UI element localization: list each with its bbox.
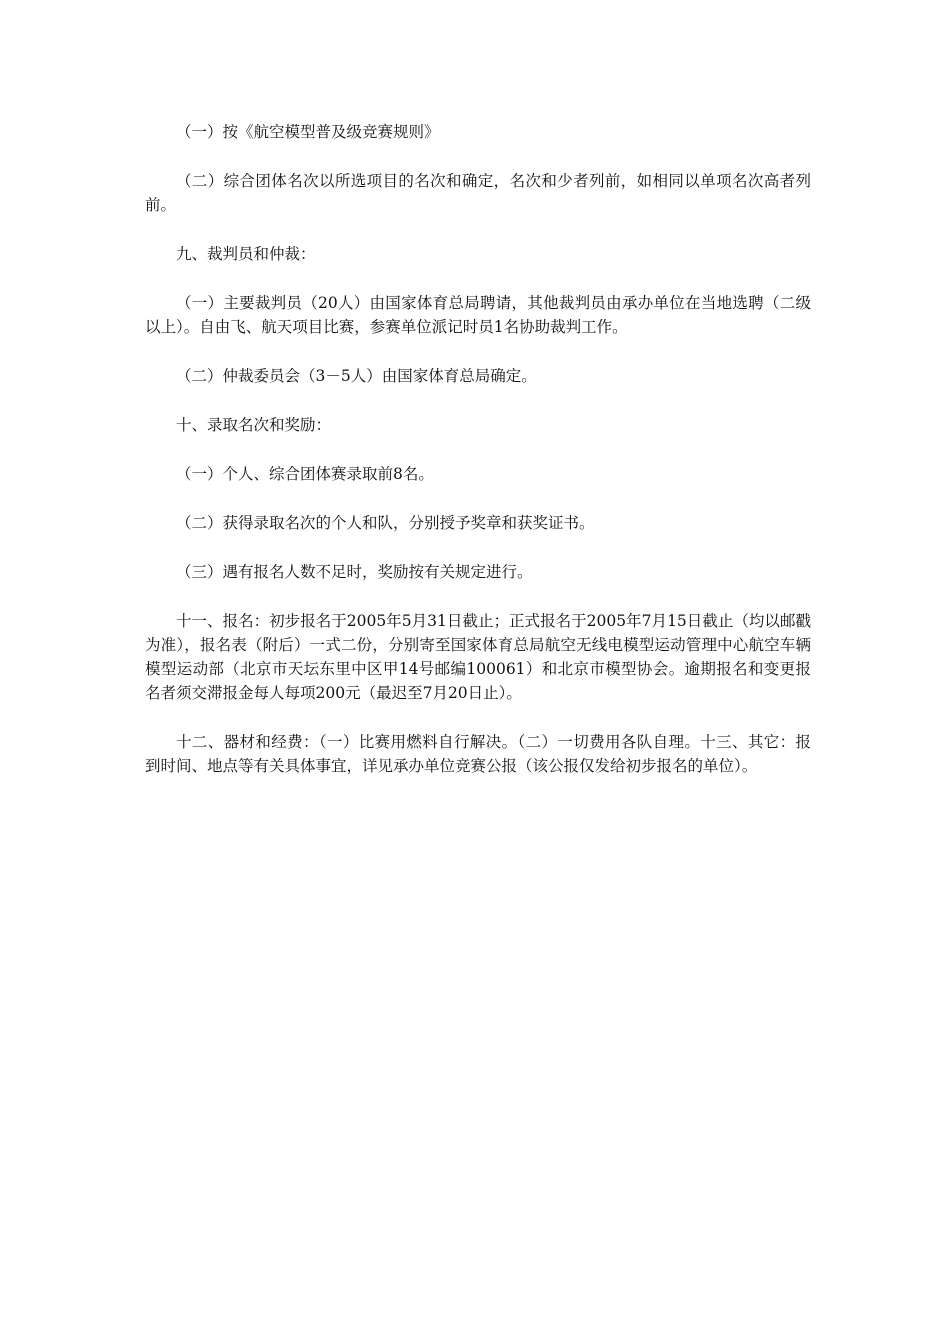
document-body (145, 120, 811, 803)
section-heading-judges: 九、裁判员和仲裁： (176, 245, 316, 263)
paragraph-equipment-other: 十二、器材和经费：（一）比赛用燃料自行解决。（二）一切费用各队自理。十三、其它：报到时间、地点等有关具体事宜，详见承办单位竞赛公报（该公报仅发给初步报名的单位）。 (145, 733, 811, 775)
section-heading-awards: 十、录取名次和奖励： (176, 416, 332, 434)
paragraph-arbitration: （二）仲裁委员会（3－5人）由国家体育总局确定。 (176, 367, 537, 385)
paragraph-main-judges: （一）主要裁判员（20人）由国家体育总局聘请，其他裁判员由承办单位在当地选聘（二级以上）。自由飞、航天项目比赛，参赛单位派记时员1名协助裁判工作。 (145, 294, 811, 336)
paragraph-rules-reference: （一）按《航空模型普及级竞赛规则》 (176, 123, 440, 141)
paragraph-insufficient-entries: （三）遇有报名人数不足时，奖励按有关规定进行。 (176, 563, 533, 581)
paragraph-registration: 十一、报名：初步报名于2005年5月31日截止；正式报名于2005年7月15日截止（均以邮戳为准），报名表（附后）一式二份，分别寄至国家体育总局航空无线电模型运动管理中心航空车辆模型运动部（北京市天坛东里中区甲14号邮编100061）和北京市模型协会。逾期报名和变更报名者须交滞报金每人每项200元（最迟至7月20日止）。 (145, 612, 811, 702)
paragraph-team-ranking: （二）综合团体名次以所选项目的名次和确定，名次和少者列前，如相同以单项名次高者列前。 (145, 172, 811, 214)
paragraph-top-eight: （一）个人、综合团体赛录取前8名。 (176, 465, 434, 483)
paragraph-medals: （二）获得录取名次的个人和队，分别授予奖章和获奖证书。 (176, 514, 595, 532)
